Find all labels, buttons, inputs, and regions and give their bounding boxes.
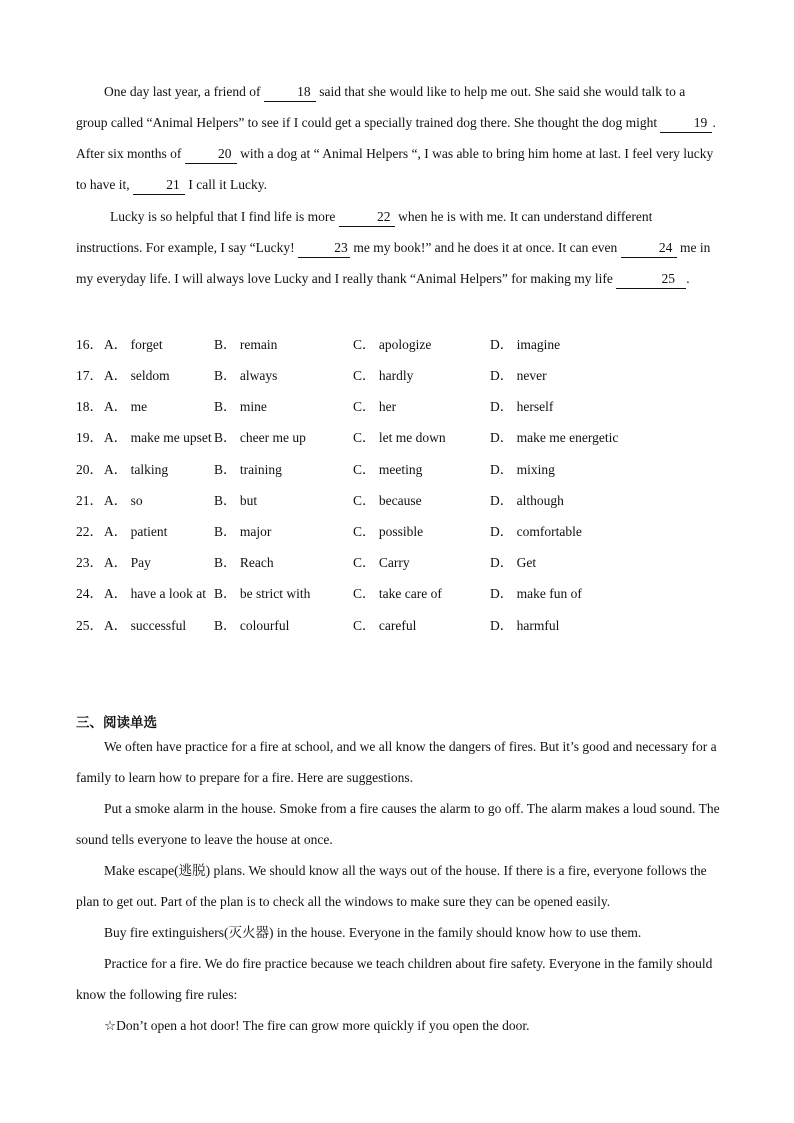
option-b[interactable]: B． training [214, 462, 282, 477]
question-number: 18． [76, 399, 103, 414]
passage-text: Lucky is so helpful that I find life is more [110, 209, 339, 224]
option-a[interactable]: A． have a look at [104, 586, 206, 601]
option-d[interactable]: D． make me energetic [490, 430, 619, 445]
option-b[interactable]: B． but [214, 493, 258, 508]
question-number: 23． [76, 555, 103, 570]
reading-paragraph: Put a smoke alarm in the house. Smoke from a fire causes the alarm to go off. The alarm makes a loud sound. The sound tells everyone to leave the house at once. [76, 801, 720, 847]
reading-paragraph: Practice for a fire. We do fire practice because we teach children about fire safety. Everyone in the family should know the following fire rules: [76, 956, 713, 1002]
option-a[interactable]: A． talking [104, 462, 169, 477]
blank-18: 18 [264, 83, 316, 102]
question-number: 25． [76, 618, 103, 633]
option-a[interactable]: A． patient [104, 524, 168, 539]
question-number: 24． [76, 586, 103, 601]
passage-text: me my book!” and he does it at once. It can even [349, 240, 621, 255]
option-d[interactable]: D． comfortable [490, 524, 582, 539]
option-d[interactable]: D． mixing [490, 462, 555, 477]
option-d[interactable]: D． harmful [490, 618, 560, 633]
option-b[interactable]: B． always [214, 368, 278, 383]
passage-text: . [686, 271, 690, 286]
option-d[interactable]: D． never [490, 368, 547, 383]
option-a[interactable]: A． seldom [104, 368, 170, 383]
option-d[interactable]: D． imagine [490, 337, 561, 352]
section-title: 三、阅读单选 [76, 715, 157, 731]
option-b[interactable]: B． mine [214, 399, 267, 414]
option-a[interactable]: A． make me upset [104, 430, 212, 445]
passage-text: . After six months of [76, 115, 716, 161]
passage-text: me in my everyday life. I will always love Lucky and I really thank “Animal Helpers” for making my life [76, 240, 711, 286]
option-b[interactable]: B． cheer me up [214, 430, 306, 445]
blank-20: 20 [185, 145, 237, 164]
option-c[interactable]: C． let me down [353, 430, 446, 445]
blank-19: 19 [660, 114, 712, 133]
reading-paragraph: We often have practice for a fire at school, and we all know the dangers of fires. But it’s good and necessary for a family to learn how to prepare for a fire. Here are suggestions. [76, 739, 717, 785]
reading-paragraph: Make escape(逃脱) plans. We should know all the ways out of the house. If there is a fire, everyone follows the plan to get out. Part of the plan is to check all the windows to make sure they can be opened easily. [76, 863, 707, 909]
blank-24: 24 [621, 239, 677, 258]
option-d[interactable]: D． herself [490, 399, 554, 414]
option-b[interactable]: B． remain [214, 337, 278, 352]
blank-21: 21 [133, 176, 185, 195]
reading-passage [76, 731, 720, 1041]
question-number: 17． [76, 368, 103, 383]
question-number: 22． [76, 524, 103, 539]
option-c[interactable]: C． because [353, 493, 422, 508]
option-d[interactable]: D． Get [490, 555, 537, 570]
reading-paragraph: ☆Don’t open a hot door! The fire can grow more quickly if you open the door. [104, 1018, 530, 1033]
passage-text: with a dog at “ Animal Helpers “, I was able to bring him home at last. I feel very lucky to have it, [76, 146, 714, 192]
option-b[interactable]: B． major [214, 524, 272, 539]
option-c[interactable]: C． Carry [353, 555, 410, 570]
option-d[interactable]: D． although [490, 493, 564, 508]
option-c[interactable]: C． take care of [353, 586, 442, 601]
passage-paragraph-1 [76, 76, 720, 200]
passage-text: One day last year, a friend of [104, 84, 264, 99]
blank-22: 22 [339, 208, 395, 227]
question-number: 19． [76, 430, 103, 445]
blank-23: 23 [298, 239, 350, 258]
option-c[interactable]: C． meeting [353, 462, 423, 477]
option-b[interactable]: B． be strict with [214, 586, 311, 601]
option-d[interactable]: D． make fun of [490, 586, 582, 601]
option-b[interactable]: B． colourful [214, 618, 290, 633]
question-number: 21． [76, 493, 103, 508]
question-number: 16． [76, 337, 103, 352]
option-c[interactable]: C． her [353, 399, 397, 414]
passage-text: I call it Lucky. [185, 177, 267, 192]
reading-paragraph: Buy fire extinguishers(灭火器) in the house. Everyone in the family should know how to use them. [104, 925, 642, 940]
option-a[interactable]: A． forget [104, 337, 163, 352]
option-a[interactable]: A． me [104, 399, 148, 414]
passage-text: when he is with me. It can understand different instructions. For example, I say “Lucky! [76, 209, 653, 255]
option-a[interactable]: A． so [104, 493, 143, 508]
question-number: 20． [76, 462, 103, 477]
option-c[interactable]: C． hardly [353, 368, 414, 383]
blank-25: 25 [616, 270, 686, 289]
passage-text: said that she would like to help me out. She said she would talk to a group called “Animal Helpers” to see if I could get a specially trained dog there. She thought the dog might [76, 84, 686, 130]
option-b[interactable]: B． Reach [214, 555, 274, 570]
option-c[interactable]: C． possible [353, 524, 424, 539]
option-a[interactable]: A． successful [104, 618, 187, 633]
option-a[interactable]: A． Pay [104, 555, 151, 570]
option-c[interactable]: C． apologize [353, 337, 432, 352]
passage-paragraph-2 [76, 201, 720, 294]
option-c[interactable]: C． careful [353, 618, 417, 633]
